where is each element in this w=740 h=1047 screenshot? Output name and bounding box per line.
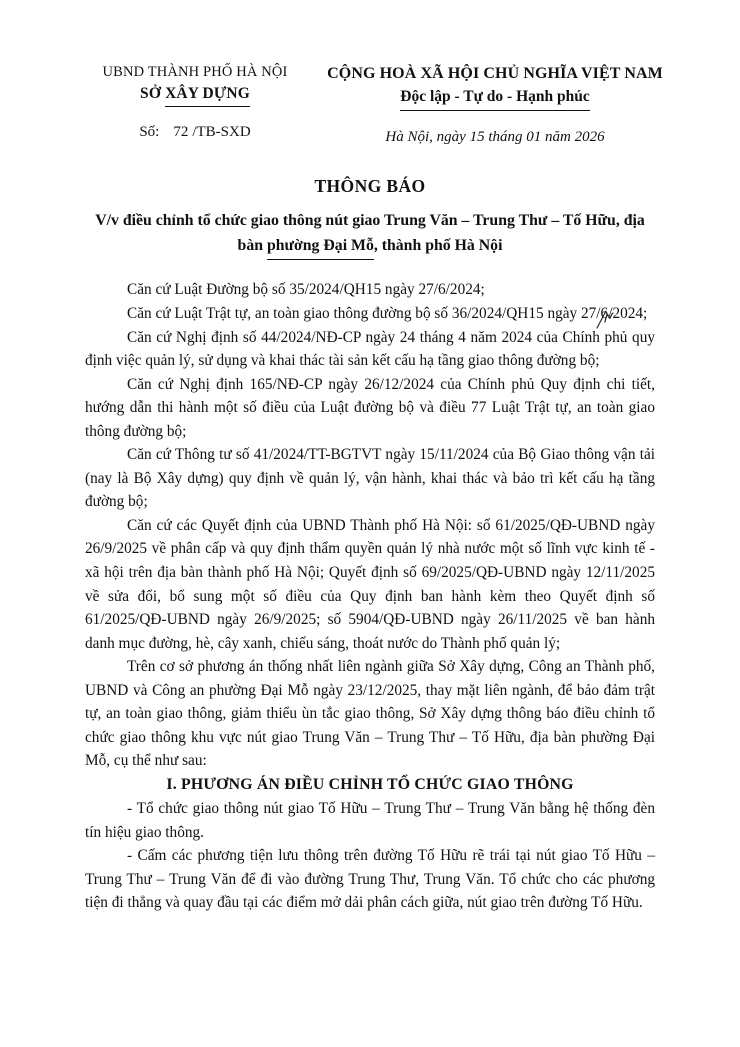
- date-month: 01: [526, 129, 542, 146]
- date-day: 15: [469, 129, 485, 146]
- place-and-date-line: [320, 129, 670, 146]
- header-right-column: [320, 62, 670, 146]
- legal-basis-paragraph: Căn cứ Nghị định 165/NĐ-CP ngày 26/12/2024 của Chính phủ Quy định chi tiết, hướng dẫn thi hành một số điều của Luật đường bộ và điều 77 Luật Trật tự, an toàn giao thông đường bộ;: [85, 375, 655, 440]
- measure-item: - Cấm các phương tiện lưu thông trên đường Tố Hữu rẽ trái tại nút giao Tố Hữu – Trung Thư – Trung Văn để đi vào đường Trung Thư, Trung Văn. Tổ chức cho các phương tiện đi thẳng và quay đầu tại các điểm mở dải phân cách giữa, nút giao trên đường Tố Hữu.: [85, 847, 655, 912]
- legal-basis-paragraph: Căn cứ Luật Trật tự, an toàn giao thông đường bộ số 36/2024/QH15 ngày 27/6/2024;: [127, 304, 648, 322]
- legal-basis-paragraph: Căn cứ Luật Đường bộ số 35/2024/QH15 ngày 27/6/2024;: [127, 281, 485, 299]
- date-middle: tháng: [484, 129, 527, 146]
- issuing-authority-upper: UBND THÀNH PHỐ HÀ NỘI: [102, 64, 288, 80]
- measure-item: - Tổ chức giao thông nút giao Tố Hữu – Trung Thư – Trung Văn bằng hệ thống đèn tín hiệu giao thông.: [85, 800, 655, 841]
- document-subject-ward-underlined: phường Đại Mỗ: [267, 234, 374, 260]
- issuing-department: [70, 83, 320, 107]
- document-subject-line-2-part-a: Hữu, địa bàn: [237, 212, 645, 254]
- document-subject-line-1: V/v điều chỉnh tổ chức giao thông nút giao Trung Văn – Trung Thư – Tố: [95, 212, 582, 230]
- issuing-department-underlined: XÂY DỰNG: [165, 83, 250, 107]
- date-prefix: Hà Nội, ngày: [385, 129, 470, 146]
- title-block: [0, 176, 740, 260]
- legal-basis-paragraph: Căn cứ Thông tư số 41/2024/TT-BGTVT ngày 15/11/2024 của Bộ Giao thông vận tải (nay là Bộ Xây dựng) quy định về quản lý, vận hành, khai thác và bảo trì kết cấu hạ tầng đường bộ;: [85, 446, 655, 511]
- national-motto: Độc lập - Tự do - Hạnh phúc: [400, 85, 589, 111]
- document-body: [85, 278, 655, 915]
- document-subject: [90, 209, 650, 260]
- issuing-department-prefix: SỞ: [140, 85, 166, 103]
- national-title: CỘNG HOÀ XÃ HỘI CHỦ NGHĨA VIỆT NAM: [327, 65, 663, 82]
- rationale-paragraph: Trên cơ sở phương án thống nhất liên ngành giữa Sở Xây dựng, Công an Thành phố, UBND và Công an phường Đại Mỗ ngày 23/12/2025, thay mặt liên ngành, để bảo đảm trật tự, an toàn giao thông, giảm thiểu ùn tắc giao thông, Sở Xây dựng thông báo điều chỉnh tổ chức giao thông khu vực nút giao Trung Văn – Trung Thư – Tố Hữu, địa bàn phường Đại Mỗ, cụ thể như sau:: [85, 658, 655, 770]
- document-header: [70, 0, 670, 146]
- document-number-line: [70, 124, 320, 141]
- date-suffix: năm 2026: [541, 129, 605, 146]
- document-number-label: Số:: [139, 124, 160, 141]
- national-motto-wrapper: [320, 85, 670, 111]
- document-number-suffix: /TB-SXD: [192, 124, 251, 141]
- document-number-value: 72: [173, 124, 189, 141]
- header-left-column: [70, 62, 320, 141]
- document-subject-line-2-part-b: , thành phố Hà Nội: [373, 236, 503, 254]
- section-heading-1: I. PHƯƠNG ÁN ĐIỀU CHỈNH TỔ CHỨC GIAO THÔNG: [166, 775, 574, 793]
- legal-basis-paragraph: Căn cứ Nghị định số 44/2024/NĐ-CP ngày 24 tháng 4 năm 2024 của Chính phủ quy định việc quản lý, sử dụng và khai thác tài sản kết cấu hạ tầng giao thông đường bộ;: [85, 328, 655, 370]
- legal-basis-paragraph: Căn cứ các Quyết định của UBND Thành phố Hà Nội: số 61/2025/QĐ-UBND ngày 26/9/2025 về phân cấp và quy định thẩm quyền quản lý nhà nước một số lĩnh vực kinh tế - xã hội trên địa bàn thành phố Hà Nội; Quyết định số 69/2025/QĐ-UBND ngày 12/11/2025 về sửa đổi, bổ sung một số điều của Quy định ban hành kèm theo Quyết định số 61/2025/QĐ-UBND ngày 26/9/2025; số 5904/QĐ-UBND ngày 26/11/2025 về ban hành danh mục đường, hè, cây xanh, chiếu sáng, thoát nước do Thành phố quản lý;: [85, 516, 655, 652]
- document-type-title: THÔNG BÁO: [314, 176, 426, 197]
